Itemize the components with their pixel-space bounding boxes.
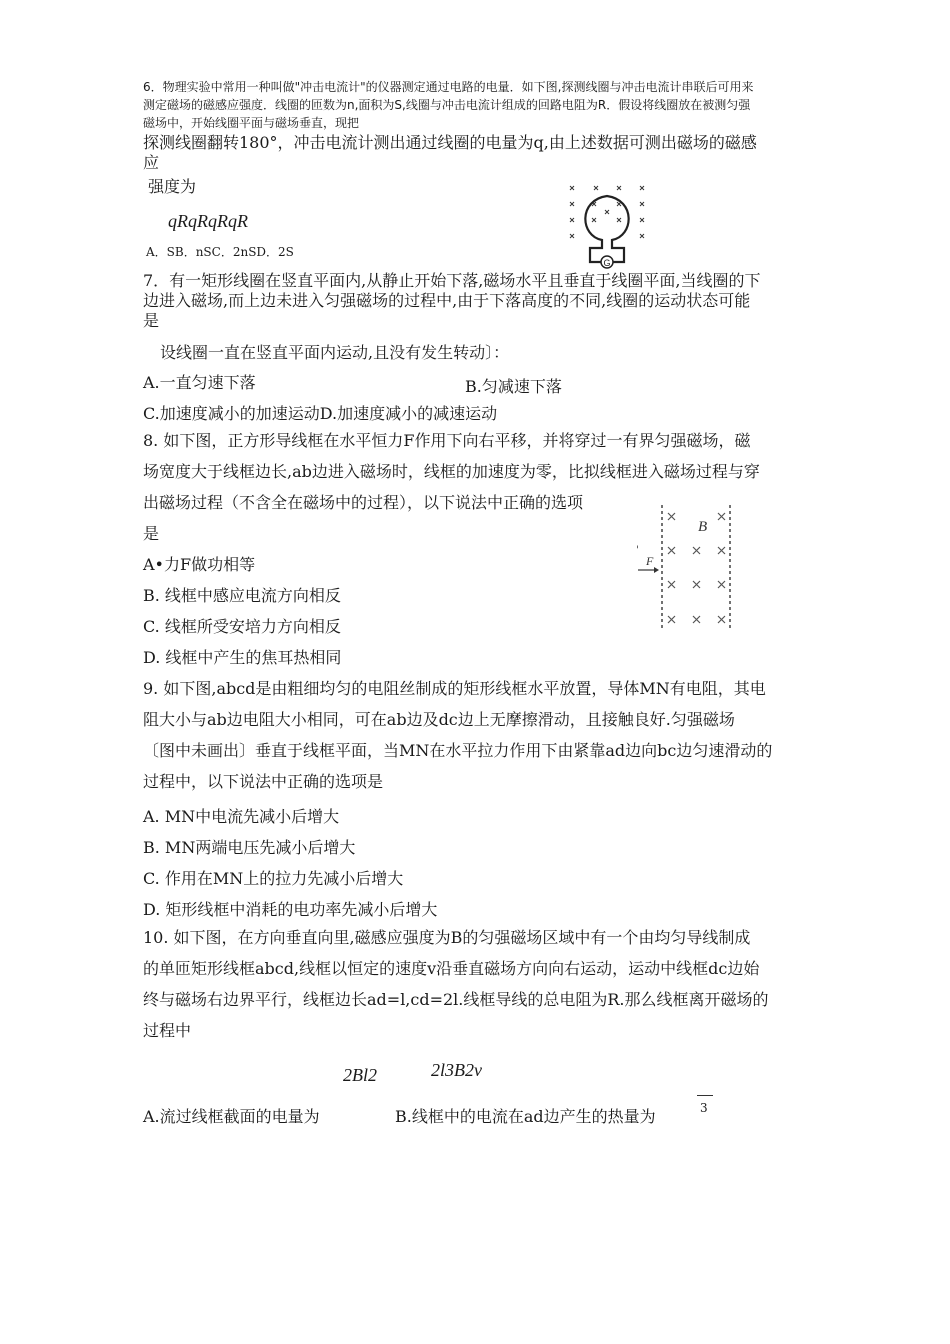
q10-formula-denominator: 3 [700, 1101, 708, 1115]
q10-option-b: B.线框中的电流在ad边产生的热量为 [395, 1107, 656, 1126]
coil-loop [585, 196, 628, 262]
q6-line-5: 应 [143, 153, 160, 172]
q10-formula-charge: 2Bl2 [343, 1065, 377, 1085]
q7-option-cd: C.加速度减小的加速运动D.加速度减小的减速运动 [143, 404, 498, 423]
q9-line-2: 阻大小与ab边电阻大小相同，可在ab边及dc边上无摩擦滑动，且接触良好.匀强磁场 [143, 710, 735, 729]
magnetic-field-crosses [570, 186, 644, 238]
q9-option-a: A. MN中电流先减小后增大 [143, 807, 340, 826]
q7-option-a: A.一直匀速下落 [143, 373, 256, 392]
q6-coil-figure [562, 182, 657, 272]
q8-line-4: 是 [143, 524, 160, 543]
q6-line-4: 探测线圈翻转180°，冲击电流计测出通过线圈的电量为q,由上述数据可测出磁场的磁感 [143, 133, 757, 152]
field-label-b: B [698, 519, 708, 535]
field-crosses [668, 513, 725, 623]
q6-options: A．SB．nSC．2nSD．2S [146, 245, 294, 259]
force-arrow-icon [654, 567, 659, 573]
q8-line-3: 出磁场过程（不含全在磁场中的过程），以下说法中正确的选项 [143, 493, 584, 512]
q9-line-4: 过程中，以下说法中正确的选项是 [143, 772, 384, 791]
q7-option-b: B.匀减速下落 [465, 377, 562, 396]
force-tick-mark: ' [636, 545, 639, 556]
q6-line-1: 6．物理实验中常用一种叫做"冲击电流计"的仪器测定通过电路的电量．如下图,探测线圈与冲击电流计串联后可用来 [143, 80, 754, 94]
q9-option-d: D. 矩形线框中消耗的电功率先减小后增大 [143, 900, 438, 919]
q7-line-2: 边进入磁场,而上边未进入匀强磁场的过程中,由于下落高度的不同,线圈的运动状态可能 [143, 291, 751, 310]
q10-line-2: 的单匝矩形线框abcd,线框以恒定的速度v沿垂直磁场方向向右运动，运动中线框dc边始 [143, 959, 760, 978]
q8-option-b: B. 线框中感应电流方向相反 [143, 586, 341, 605]
q10-formula-heat: 2l3B2v [431, 1060, 482, 1080]
q6-line-6: 强度为 [148, 177, 197, 196]
q7-line-4: 设线圈一直在竖直平面内运动,且没有发生转动〕： [160, 343, 510, 362]
q9-line-1: 9. 如下图,abcd是由粗细均匀的电阻丝制成的矩形线框水平放置，导体MN有电阻，其电 [143, 679, 766, 698]
q9-line-3: 〔图中未画出〕垂直于线框平面，当MN在水平拉力作用下由紧靠ad边向bc边匀速滑动的 [143, 741, 773, 760]
q8-line-2: 场宽度大于线框边长,ab边进入磁场时，线框的加速度为零，比拟线框进入磁场过程与穿 [143, 462, 760, 481]
force-label-f: F [646, 554, 654, 568]
q8-line-1: 8. 如下图，正方形导线框在水平恒力F作用下向右平移，并将穿过一有界匀强磁场，磁 [143, 431, 751, 450]
q8-option-a: A•力F做功相等 [143, 555, 256, 574]
q6-formula-numerators: qRqRqRqR [168, 211, 248, 231]
q10-line-3: 终与磁场右边界平行，线框边长ad=l,cd=2l.线框导线的总电阻为R.那么线框离开磁场的 [143, 990, 769, 1009]
galvanometer-label: G [603, 258, 611, 268]
q7-line-1: 7．有一矩形线圈在竖直平面内,从静止开始下落,磁场水平且垂直于线圈平面,当线圈的下 [143, 271, 761, 290]
q7-line-3: 是 [143, 311, 160, 330]
q9-option-c: C. 作用在MN上的拉力先减小后增大 [143, 869, 404, 888]
q10-line-1: 10. 如下图，在方向垂直向里,磁感应强度为B的匀强磁场区域中有一个由均匀导线制成 [143, 928, 751, 947]
q6-line-3: 磁场中，开始线圈平面与磁场垂直，现把 [143, 116, 360, 130]
q8-option-c: C. 线框所受安培力方向相反 [143, 617, 341, 636]
q10-line-4: 过程中 [143, 1021, 192, 1040]
q8-field-figure [632, 503, 742, 633]
q10-fraction-bar [697, 1095, 713, 1096]
q10-option-a: A.流过线框截面的电量为 [143, 1107, 320, 1126]
q8-option-d: D. 线框中产生的焦耳热相同 [143, 648, 342, 667]
q6-line-2: 测定磁场的磁感应强度．线圈的匝数为n,面积为S,线圈与冲击电流计组成的回路电阻为R．假设将线圈放在被测匀强 [143, 98, 751, 112]
q9-option-b: B. MN两端电压先减小后增大 [143, 838, 356, 857]
